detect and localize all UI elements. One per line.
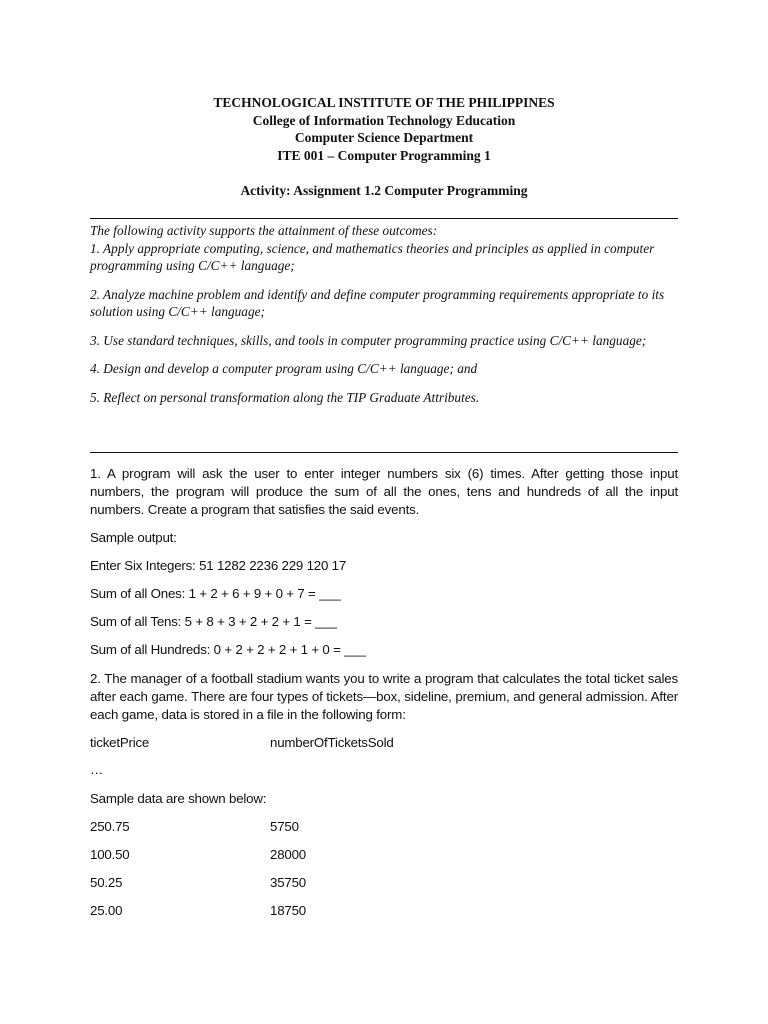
outcome-item: 4. Design and develop a computer program using C/C++ language; and bbox=[90, 361, 478, 376]
ticket-price: 100.50 bbox=[90, 847, 130, 862]
sample-output-line: Sum of all Tens: 5 + 8 + 3 + 2 + 2 + 1 = ___ bbox=[90, 614, 337, 629]
outcome-item: 3. Use standard techniques, skills, and tools in computer programming practice using C/C++ language; bbox=[90, 332, 647, 348]
course-title: ITE 001 – Computer Programming 1 bbox=[277, 147, 491, 163]
ticket-price: 250.75 bbox=[90, 819, 130, 834]
problem-1-sample-label: Sample output: bbox=[90, 530, 177, 545]
institute-name: TECHNOLOGICAL INSTITUTE OF THE PHILIPPINES bbox=[213, 95, 555, 110]
form-col-tickets-sold: numberOfTicketsSold bbox=[270, 735, 394, 750]
tickets-sold: 28000 bbox=[270, 847, 306, 862]
college-name: College of Information Technology Education bbox=[252, 112, 516, 128]
tickets-sold: 5750 bbox=[270, 819, 299, 834]
tickets-sold: 18750 bbox=[270, 903, 306, 918]
form-ellipsis: … bbox=[90, 762, 104, 777]
outcomes-intro: The following activity supports the attainment of these outcomes: bbox=[90, 223, 438, 238]
tickets-sold: 35750 bbox=[270, 875, 306, 890]
department-name: Computer Science Department bbox=[294, 130, 474, 145]
outcome-item: 5. Reflect on personal transformation along the TIP Graduate Attributes. bbox=[90, 389, 480, 405]
ticket-price: 50.25 bbox=[90, 875, 123, 890]
sample-data-row bbox=[90, 903, 306, 918]
sample-data-row bbox=[90, 847, 306, 862]
sample-output-line: Sum of all Ones: 1 + 2 + 6 + 9 + 0 + 7 = ___ bbox=[90, 586, 341, 601]
sample-output-line: Enter Six Integers: 51 1282 2236 229 120 17 bbox=[90, 558, 347, 573]
document-header bbox=[0, 94, 768, 164]
activity-title: Activity: Assignment 1.2 Computer Programming bbox=[240, 183, 528, 198]
top-divider bbox=[90, 218, 678, 219]
sample-data-row bbox=[90, 875, 306, 890]
form-col-ticket-price: ticketPrice bbox=[90, 735, 150, 750]
sample-output-line: Sum of all Hundreds: 0 + 2 + 2 + 2 + 1 + 0 = ___ bbox=[90, 642, 366, 657]
ticket-price: 25.00 bbox=[90, 903, 123, 918]
form-row bbox=[90, 735, 394, 750]
problem-2-sample-label: Sample data are shown below: bbox=[90, 791, 267, 806]
sample-data-row bbox=[90, 819, 299, 834]
problem-2-text: 2. The manager of a football stadium wants you to write a program that calculates the total ticket sales after each game. There are four types of tickets—box, sideline, premium, and general admission. After each game, data is stored in a file in the following form: bbox=[90, 671, 678, 722]
outcome-item: 1. Apply appropriate computing, science, and mathematics theories and principles as applied in computer programming using C/C++ language; bbox=[90, 240, 655, 273]
problem-1-text: 1. A program will ask the user to enter integer numbers six (6) times. After getting those input numbers, the program will produce the sum of all the ones, tens and hundreds of all the input numbers. Create a program that satisfies the said events. bbox=[90, 466, 678, 517]
outcome-item: 2. Analyze machine problem and identify and define computer programming requirements appropriate to its solution using C/C++ language; bbox=[90, 286, 665, 319]
bottom-divider bbox=[90, 452, 678, 453]
outcomes-section bbox=[90, 222, 678, 417]
